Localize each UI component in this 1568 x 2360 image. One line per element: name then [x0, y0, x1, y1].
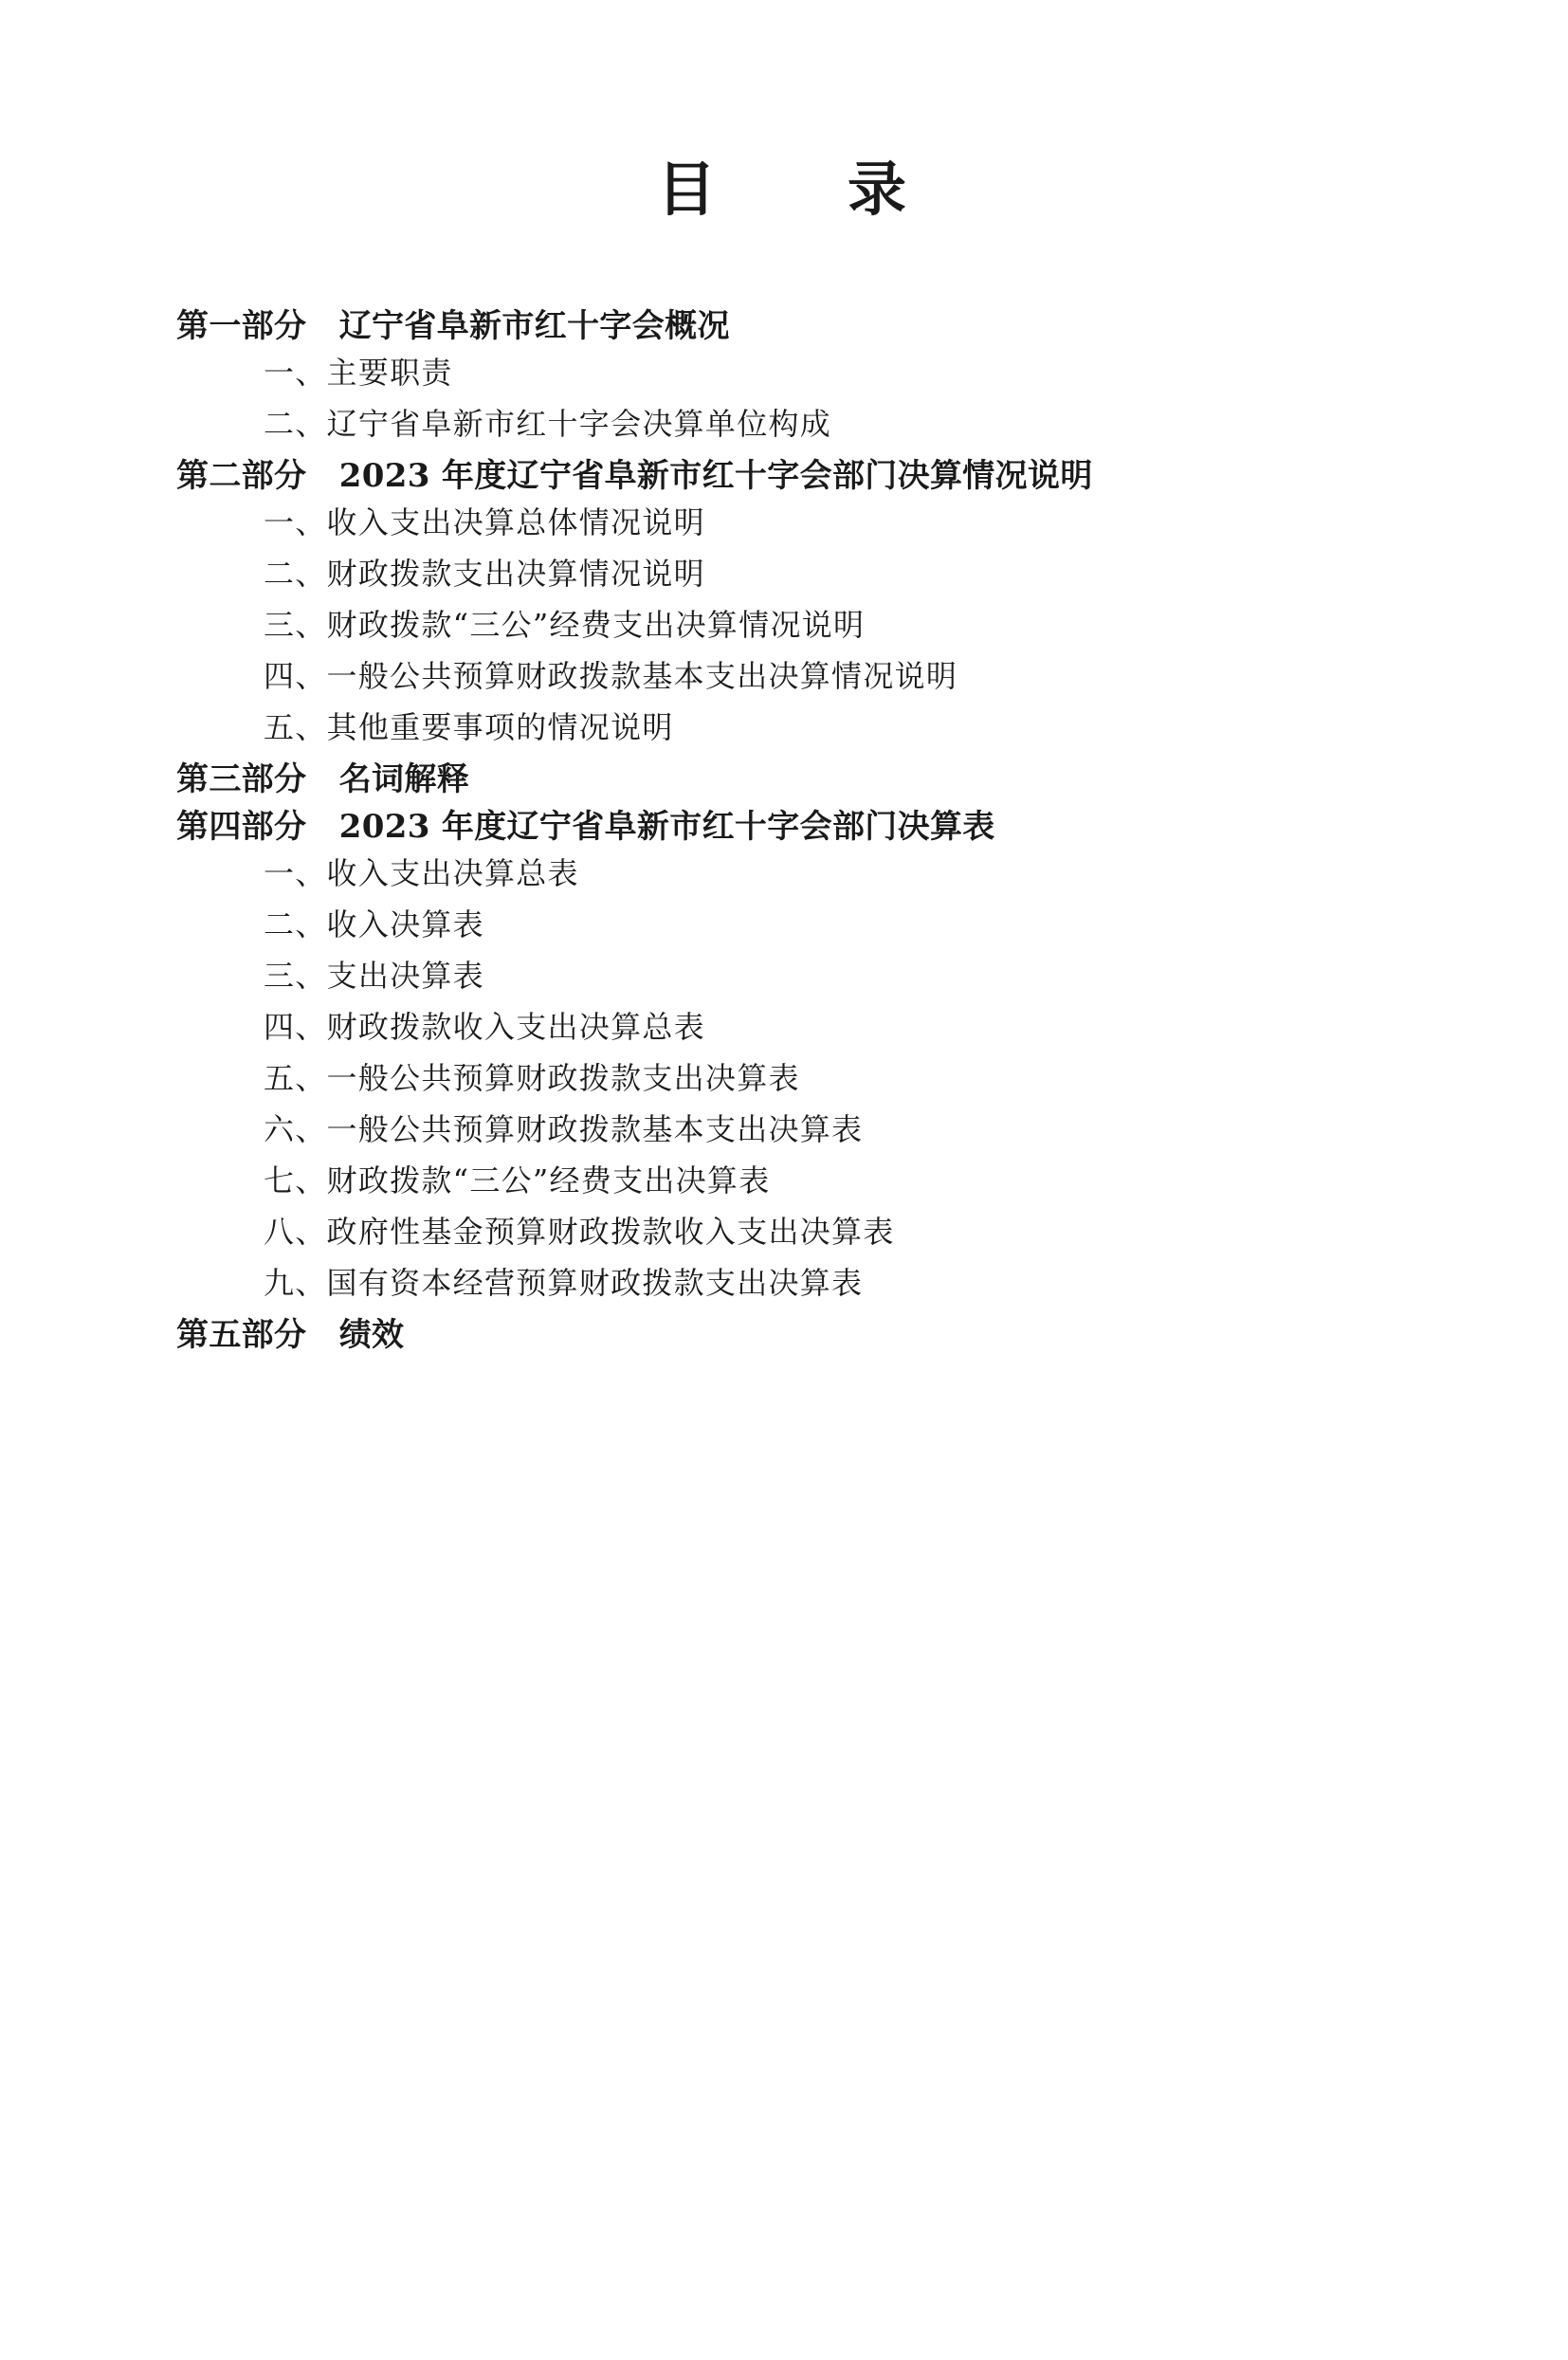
toc-sub-entry[interactable]: 四、一般公共预算财政拨款基本支出决算情况说明: [264, 658, 958, 694]
toc-part-entry[interactable]: 第四部分 2023 年度辽宁省阜新市红十字会部门决算表: [176, 808, 995, 846]
toc-sub-entry[interactable]: 一、收入支出决算总体情况说明: [264, 504, 705, 540]
toc-sub-entry[interactable]: 三、财政拨款“三公”经费支出决算情况说明: [264, 607, 866, 643]
toc-part-entry[interactable]: 第三部分 名词解释: [176, 760, 470, 798]
toc-sub-entry[interactable]: 三、支出决算表: [264, 958, 484, 994]
toc-part-entry[interactable]: 第二部分 2023 年度辽宁省阜新市红十字会部门决算情况说明: [176, 457, 1093, 495]
toc-sub-entry[interactable]: 五、其他重要事项的情况说明: [264, 709, 674, 745]
toc-part-entry[interactable]: 第一部分 辽宁省阜新市红十字会概况: [176, 307, 730, 345]
toc-part-entry[interactable]: 第五部分 绩效: [176, 1316, 405, 1354]
toc-sub-entry[interactable]: 七、财政拨款“三公”经费支出决算表: [264, 1162, 771, 1198]
toc-sub-entry[interactable]: 二、财政拨款支出决算情况说明: [264, 556, 705, 592]
toc-sub-entry[interactable]: 九、国有资本经营预算财政拨款支出决算表: [264, 1265, 864, 1301]
document-page: [0, 142, 1568, 2360]
toc-sub-entry[interactable]: 一、收入支出决算总表: [264, 855, 579, 891]
toc-sub-entry[interactable]: 二、辽宁省阜新市红十字会决算单位构成: [264, 406, 832, 442]
toc-sub-entry[interactable]: 五、一般公共预算财政拨款支出决算表: [264, 1060, 800, 1096]
table-of-contents: [0, 307, 1568, 1354]
toc-sub-entry[interactable]: 一、主要职责: [264, 355, 453, 391]
toc-sub-entry[interactable]: 八、政府性基金预算财政拨款收入支出决算表: [264, 1214, 895, 1250]
toc-sub-entry[interactable]: 四、财政拨款收入支出决算总表: [264, 1009, 705, 1045]
toc-sub-entry[interactable]: 六、一般公共预算财政拨款基本支出决算表: [264, 1111, 864, 1147]
toc-sub-entry[interactable]: 二、收入决算表: [264, 906, 484, 942]
page-title: 目 录: [657, 155, 911, 224]
